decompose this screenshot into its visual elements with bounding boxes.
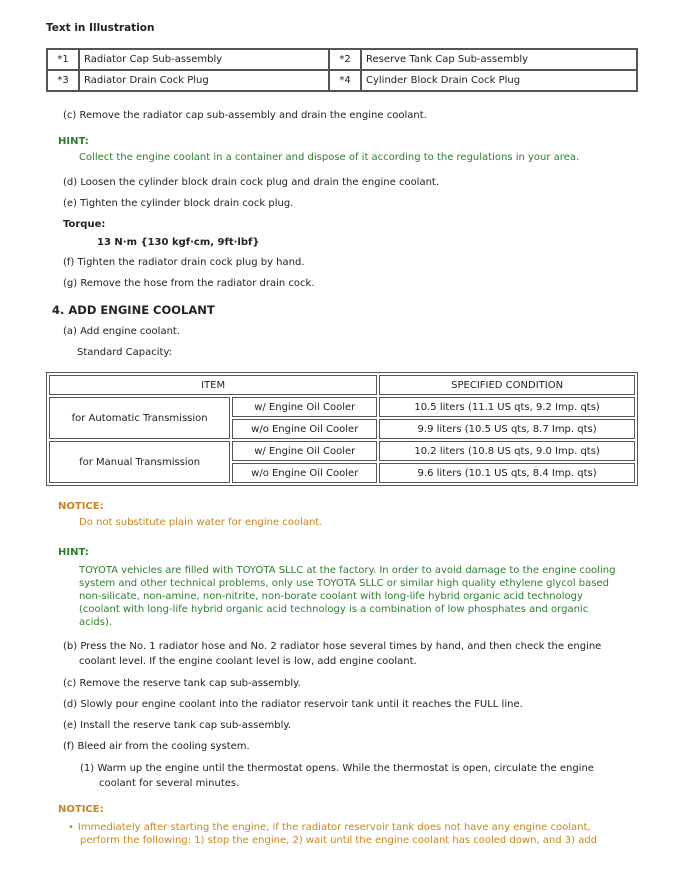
- step-f: (f) Tighten the radiator drain cock plug by hand.: [63, 257, 305, 268]
- step-d: (d) Slowly pour engine coolant into the radiator reservoir tank until it reaches the FULL line.: [63, 699, 523, 710]
- substep-1-line: coolant for several minutes.: [99, 778, 240, 789]
- torque-value: 13 N·m {130 kgf·cm, 9ft·lbf}: [97, 237, 260, 248]
- legend-num: *4: [329, 70, 361, 91]
- legend-text: Cylinder Block Drain Cock Plug: [361, 70, 637, 91]
- substep-1-line: (1) Warm up the engine until the thermostat opens. While the thermostat is open, circulate the engine: [80, 763, 594, 774]
- table-header: SPECIFIED CONDITION: [379, 375, 635, 395]
- legend-title: Text in Illustration: [46, 22, 155, 34]
- item-cell: for Automatic Transmission: [49, 397, 230, 439]
- hint-line: acids).: [79, 617, 113, 628]
- hint-line: system and other technical problems, only use TOYOTA SLLC or similar high quality ethylene glycol based: [79, 578, 609, 589]
- step-f: (f) Bleed air from the cooling system.: [63, 741, 250, 752]
- table-row: [49, 375, 635, 395]
- item-cell: for Manual Transmission: [49, 441, 230, 483]
- bullet-icon: •: [68, 822, 74, 833]
- legend-text: Radiator Drain Cock Plug: [79, 70, 329, 91]
- notice-line: Immediately after starting the engine, if the radiator reservoir tank does not have any engine coolant,: [77, 822, 591, 833]
- legend-num: *1: [47, 49, 79, 70]
- hint-line: non-silicate, non-amine, non-nitrite, non-borate coolant with long-life hybrid organic acid technology: [79, 591, 583, 602]
- table-row: [47, 70, 637, 91]
- sub-cell: w/o Engine Oil Cooler: [232, 419, 377, 439]
- step-d: (d) Loosen the cylinder block drain cock plug and drain the engine coolant.: [63, 177, 440, 188]
- notice-line: perform the following: 1) stop the engine, 2) wait until the engine coolant has cooled down, and 3) add: [80, 835, 598, 846]
- legend-num: *3: [47, 70, 79, 91]
- table-header: ITEM: [49, 375, 377, 395]
- step-b-line: (b) Press the No. 1 radiator hose and No. 2 radiator hose several times by hand, and then check the engine: [63, 641, 602, 652]
- hint-label: HINT:: [58, 136, 89, 147]
- step-e: (e) Install the reserve tank cap sub-assembly.: [63, 720, 292, 731]
- section-heading: 4. ADD ENGINE COOLANT: [52, 303, 215, 317]
- hint-text: Collect the engine coolant in a container and dispose of it according to the regulations in your area.: [79, 152, 580, 163]
- capacity-label: Standard Capacity:: [77, 347, 173, 358]
- step-c: (c) Remove the reserve tank cap sub-assembly.: [63, 678, 301, 689]
- legend-text: Radiator Cap Sub-assembly: [79, 49, 329, 70]
- table-row: [49, 397, 635, 417]
- legend-table: [46, 48, 638, 92]
- sub-cell: w/ Engine Oil Cooler: [232, 397, 377, 417]
- sub-cell: w/ Engine Oil Cooler: [232, 441, 377, 461]
- value-cell: 10.2 liters (10.8 US qts, 9.0 Imp. qts): [379, 441, 635, 461]
- notice-label: NOTICE:: [58, 804, 104, 815]
- table-row: [49, 441, 635, 461]
- notice-label: NOTICE:: [58, 501, 104, 512]
- value-cell: 9.6 liters (10.1 US qts, 8.4 Imp. qts): [379, 463, 635, 483]
- spec-table: [46, 372, 638, 486]
- hint-line: TOYOTA vehicles are filled with TOYOTA SLLC at the factory. In order to avoid damage to the engine cooling: [79, 565, 616, 576]
- step-a: (a) Add engine coolant.: [63, 326, 181, 337]
- step-b-line: coolant level. If the engine coolant level is low, add engine coolant.: [79, 656, 417, 667]
- legend-num: *2: [329, 49, 361, 70]
- hint-paragraph: [79, 564, 615, 629]
- value-cell: 9.9 liters (10.5 US qts, 8.7 Imp. qts): [379, 419, 635, 439]
- step-c: (c) Remove the radiator cap sub-assembly and drain the engine coolant.: [63, 110, 427, 121]
- notice-bullet-item: [68, 822, 591, 833]
- step-e: (e) Tighten the cylinder block drain cock plug.: [63, 198, 294, 209]
- step-g: (g) Remove the hose from the radiator drain cock.: [63, 278, 315, 289]
- hint-line: (coolant with long-life hybrid organic acid technology is a combination of low phosphates and organic: [79, 604, 589, 615]
- table-row: [47, 49, 637, 70]
- hint-label: HINT:: [58, 547, 89, 558]
- notice-text: Do not substitute plain water for engine coolant.: [79, 517, 323, 528]
- torque-label: Torque:: [63, 219, 106, 230]
- value-cell: 10.5 liters (11.1 US qts, 9.2 Imp. qts): [379, 397, 635, 417]
- legend-text: Reserve Tank Cap Sub-assembly: [361, 49, 637, 70]
- sub-cell: w/o Engine Oil Cooler: [232, 463, 377, 483]
